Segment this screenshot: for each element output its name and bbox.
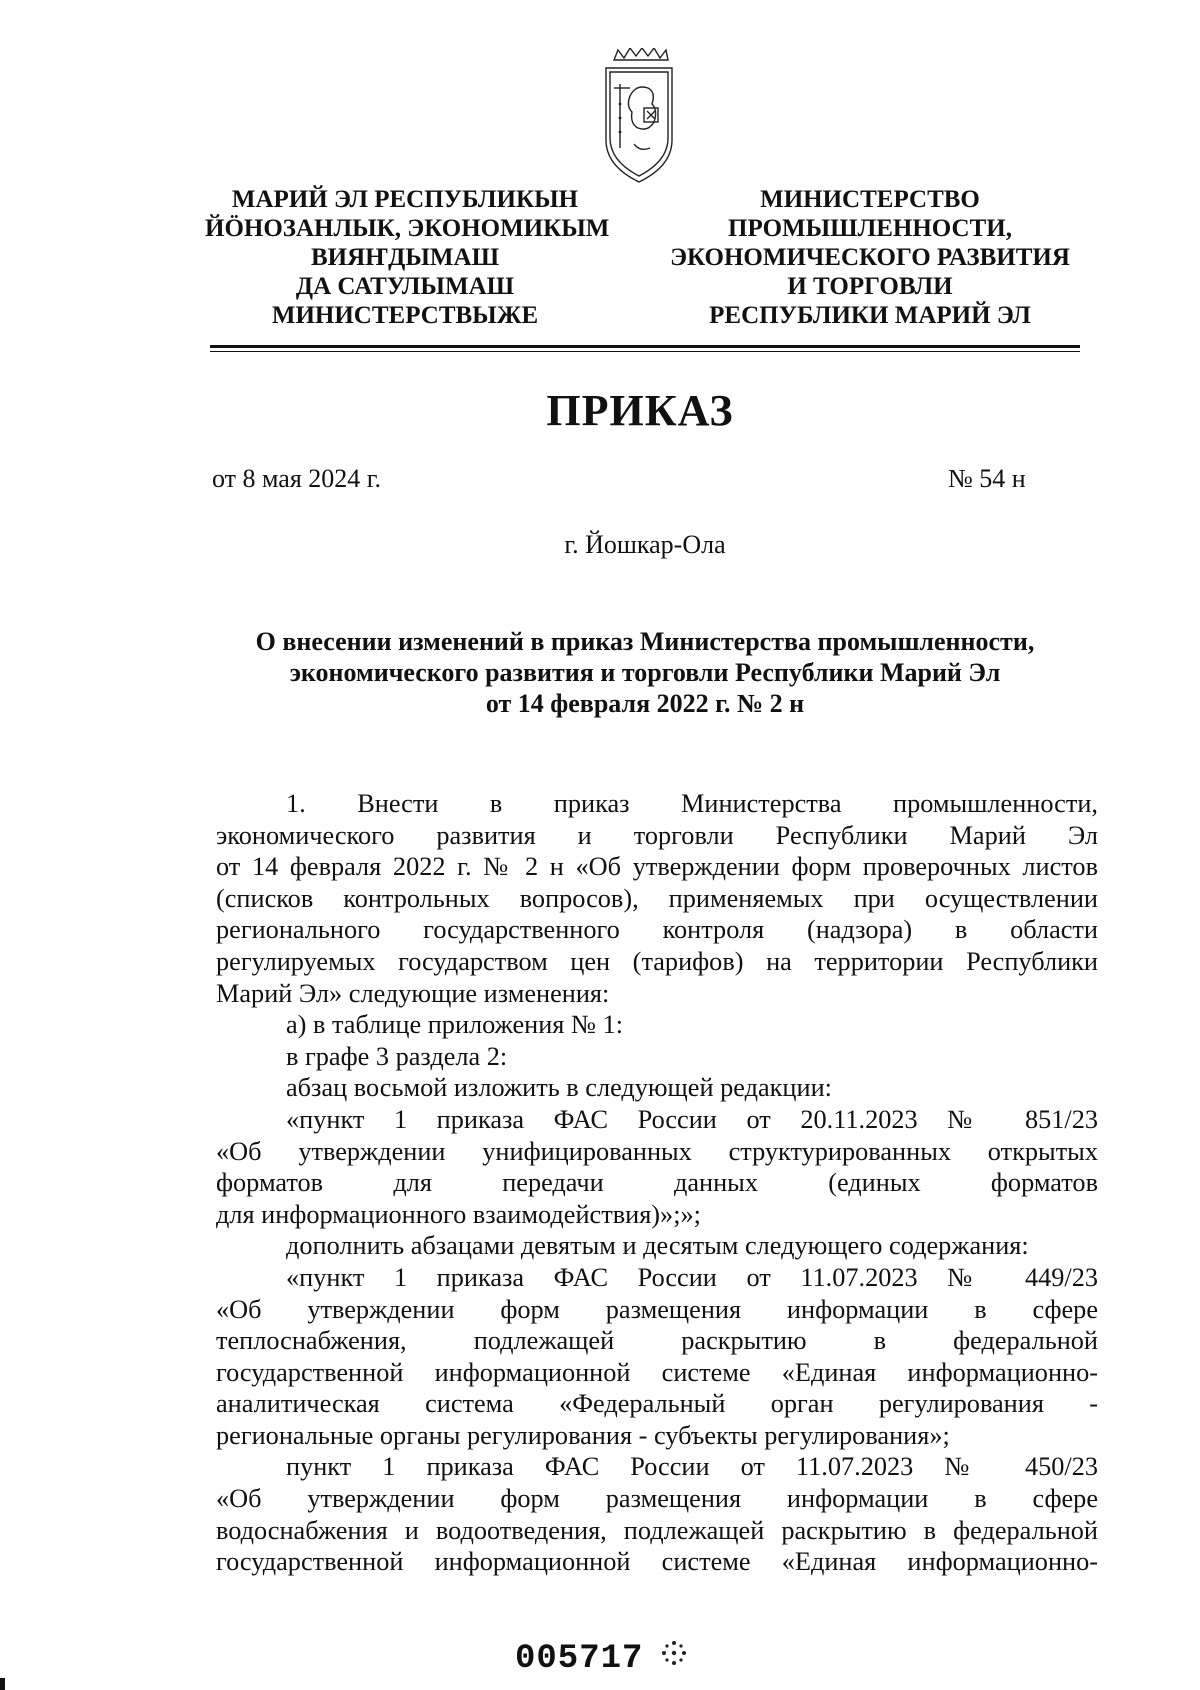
- header-right-line: ПРОМЫШЛЕННОСТИ,: [728, 215, 1012, 242]
- header-right-line: ЭКОНОМИЧЕСКОГО РАЗВИТИЯ: [670, 244, 1070, 271]
- body-line: «Об утверждении форм размещения информации в сфере: [216, 1294, 1098, 1324]
- body-line: (списков контрольных вопросов), применяемых при осуществлении: [216, 883, 1098, 913]
- header-divider-thick: [210, 345, 1080, 348]
- header-left-line: МИНИСТЕРСТВЫЖЕ: [271, 302, 539, 329]
- coat-of-arms-emblem: [600, 48, 678, 188]
- body-line: экономического развития и торговли Республики Марий Эл: [216, 820, 1098, 850]
- document-date: от 8 мая 2024 г.: [212, 464, 382, 493]
- body-line: «Об утверждении форм размещения информации в сфере: [216, 1484, 1098, 1514]
- body-line: региональные органы регулирования - субъекты регулирования»;: [216, 1420, 950, 1450]
- title-line: О внесении изменений в приказ Министерства промышленности,: [255, 627, 1035, 656]
- document-body: [216, 788, 1098, 1578]
- body-line: абзац восьмой изложить в следующей редакции:: [286, 1073, 832, 1103]
- header-left-republic-name: [205, 185, 610, 330]
- form-serial-number: 005717: [515, 1640, 644, 1678]
- body-line: «пункт 1 приказа ФАС России от 20.11.2023 № 851/23: [286, 1104, 1098, 1134]
- body-line: теплоснабжения, подлежащей раскрытию в федеральной: [216, 1326, 1098, 1356]
- body-line: государственной информационной системе «Единая информационно-: [216, 1547, 1098, 1577]
- body-line: «пункт 1 приказа ФАС России от 11.07.2023 № 449/23: [286, 1262, 1098, 1292]
- body-line: регулируемых государством цен (тарифов) на территории Республики: [216, 946, 1098, 976]
- body-line: государственной информационной системе «Единая информационно-: [216, 1357, 1098, 1387]
- body-line: дополнить абзацами девятым и десятым следующего содержания:: [286, 1231, 1029, 1261]
- body-line: от 14 февраля 2022 г. № 2 н «Об утверждении форм проверочных листов: [216, 852, 1098, 882]
- body-line: водоснабжения и водоотведения, подлежащей раскрытию в федеральной: [216, 1515, 1098, 1545]
- document-type-heading: ПРИКАЗ: [546, 386, 734, 435]
- body-line: регионального государственного контроля (надзора) в области: [216, 915, 1098, 945]
- asterisk-mark-icon: [660, 1639, 688, 1667]
- document-city: г. Йошкар-Ола: [564, 530, 726, 559]
- header-left-line: МАРИЙ ЭЛ РЕСПУБЛИКЫН: [231, 186, 579, 213]
- header-right-line: И ТОРГОВЛИ: [787, 273, 953, 300]
- title-line: экономического развития и торговли Республики Марий Эл: [289, 658, 1001, 687]
- document-title: [200, 626, 1090, 719]
- header-left-line: ДА САТУЛЫМАШ: [295, 273, 515, 300]
- body-line: «Об утверждении унифицированных структурированных открытых: [216, 1136, 1098, 1166]
- body-line: форматов для передачи данных (единых форматов: [216, 1168, 1098, 1198]
- body-line: в графе 3 раздела 2:: [286, 1041, 508, 1071]
- header-right-ministry-name: [665, 185, 1075, 330]
- body-line: для информационного взаимодействия)»;»;: [216, 1199, 701, 1229]
- header-right-line: МИНИСТЕРСТВО: [760, 186, 980, 213]
- scan-edge-mark: [0, 1678, 5, 1690]
- body-line: а) в таблице приложения № 1:: [286, 1010, 624, 1040]
- header-left-line: ВИЯҤДЫМАШ: [310, 244, 500, 271]
- body-line: аналитическая система «Федеральный орган регулирования -: [216, 1389, 1098, 1419]
- body-line: Марий Эл» следующие изменения:: [216, 978, 610, 1008]
- body-line: пункт 1 приказа ФАС России от 11.07.2023 № 450/23: [286, 1452, 1098, 1482]
- document-number: № 54 н: [948, 464, 1026, 493]
- header-right-line: РЕСПУБЛИКИ МАРИЙ ЭЛ: [709, 302, 1031, 329]
- header-divider-thin: [210, 351, 1080, 352]
- body-line: 1. Внести в приказ Министерства промышленности,: [286, 789, 1098, 818]
- title-line: от 14 февраля 2022 г. № 2 н: [485, 689, 805, 718]
- header-left-line: ЙӦНОЗАНЛЫК, ЭКОНОМИКЫМ: [205, 215, 610, 242]
